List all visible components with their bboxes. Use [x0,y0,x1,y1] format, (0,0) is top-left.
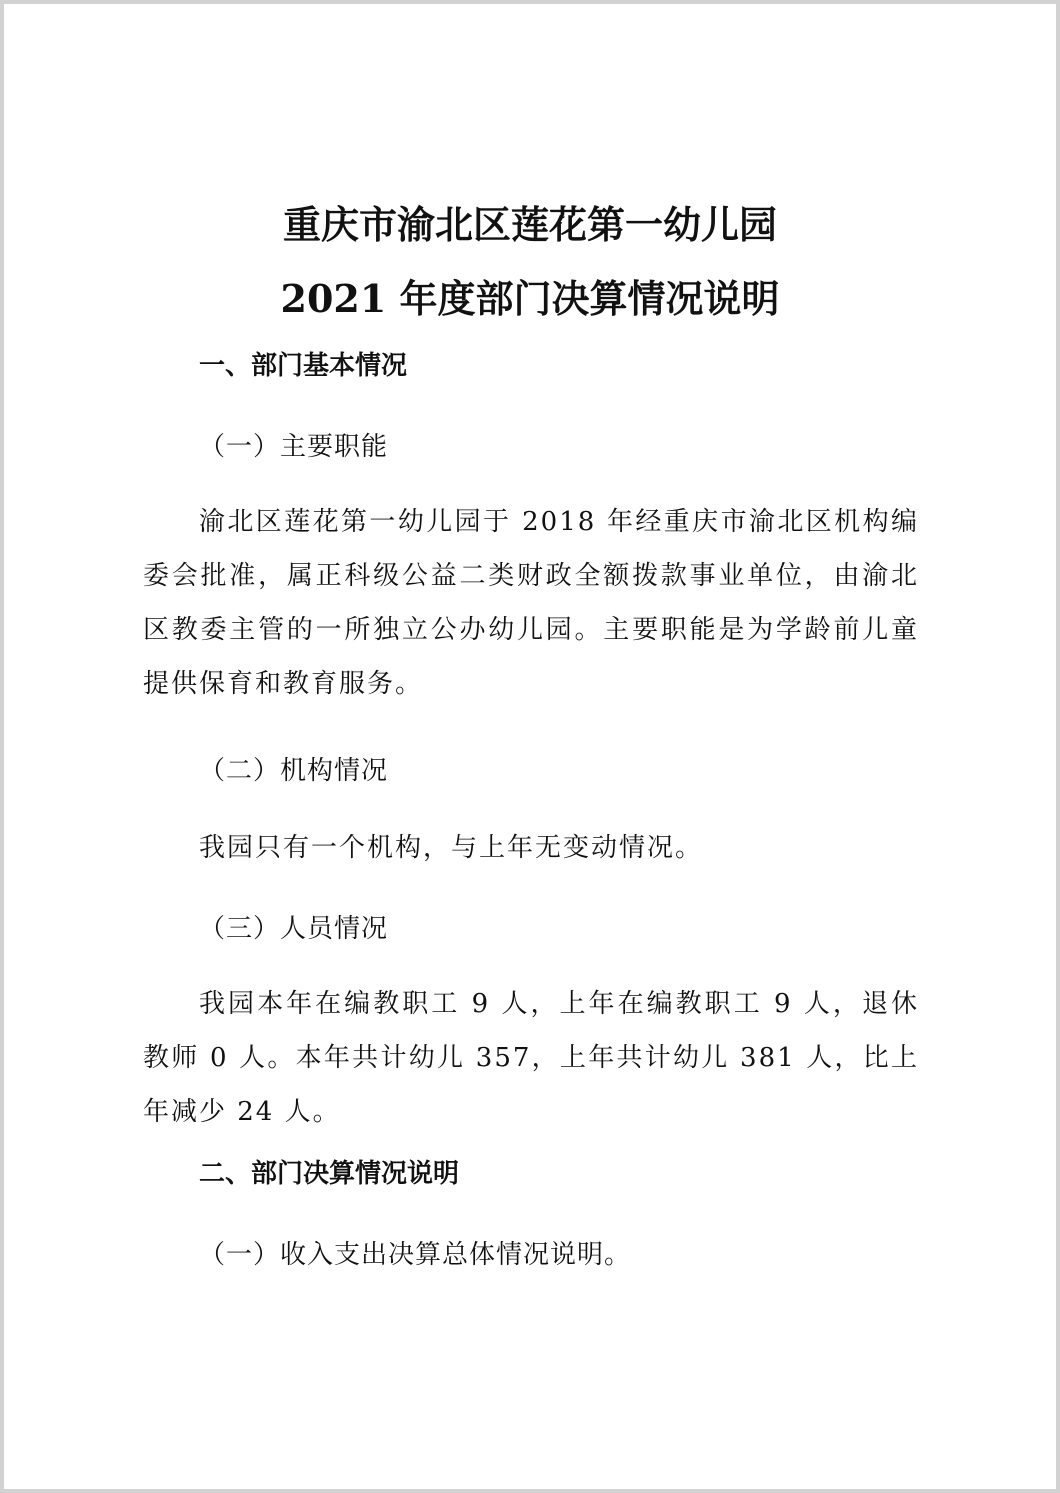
section1-sub3-heading: （三）人员情况 [199,914,389,944]
section1-sub1-heading: （一）主要职能 [199,432,389,462]
document-title-line1: 重庆市渝北区莲花第一幼儿园 [282,202,777,247]
section2-heading: 二、部门决算情况说明 [199,1159,460,1189]
section1-sub3-body: 我园本年在编教职工 9 人，上年在编教职工 9 人，退休教师 0 人。本年共计幼儿 357，上年共计幼儿 381 人，比上年减少 24 人。 [143,989,919,1127]
document-title-line2: 2021 年度部门决算情况说明 [280,276,780,321]
section1-sub2-heading: （二）机构情况 [199,756,389,786]
section2-sub1-heading: （一）收入支出决算总体情况说明。 [199,1240,632,1270]
section1-sub1-body: 渝北区莲花第一幼儿园于 2018 年经重庆市渝北区机构编委会批准，属正科级公益二类财政全额拨款事业单位，由渝北区教委主管的一所独立公办幼儿园。主要职能是为学龄前儿童提供保育和教育服务。 [143,507,919,699]
section1-sub2-body: 我园只有一个机构，与上年无变动情况。 [199,833,704,863]
section1-heading: 一、部门基本情况 [199,351,408,381]
